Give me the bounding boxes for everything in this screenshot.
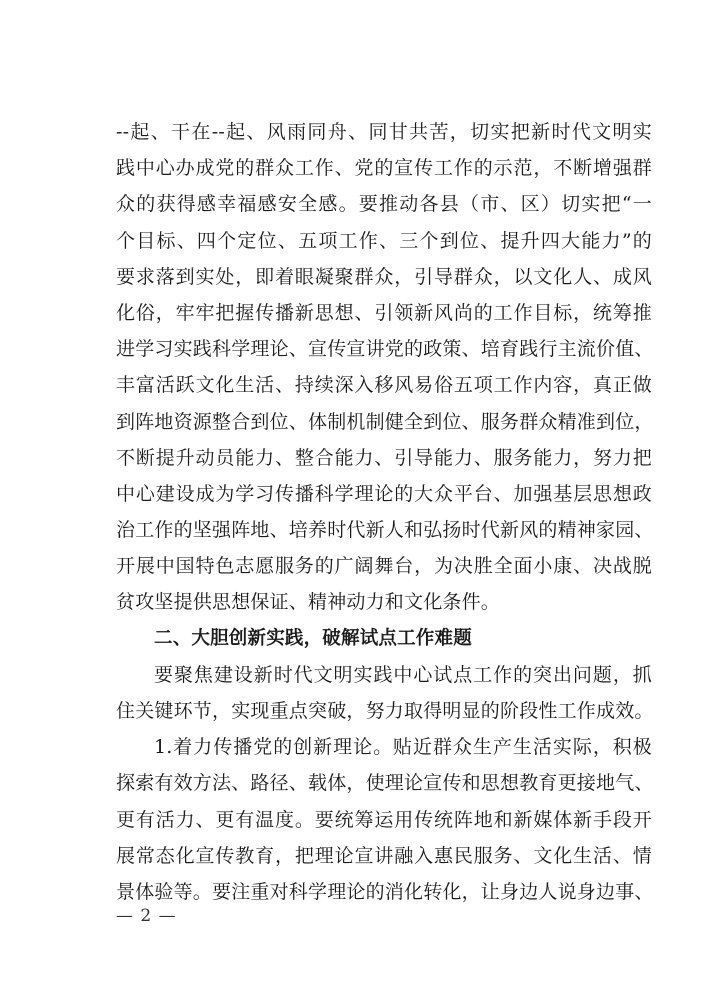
text-line: 探索有效方法、路径、载体，使理论宣传和思想教育更接地气、 <box>116 772 654 795</box>
text-line: 展常态化宣传教育，把理论宣讲融入惠民服务、文化生活、情 <box>116 844 652 867</box>
text-line: 个目标、四个定位、五项工作、三个到位、提升四大能力”的 <box>116 229 652 252</box>
text-line: 住关键环节，实现重点突破，努力取得明显的阶段性工作成效。 <box>116 700 654 722</box>
text-line: --起、干在--起、风雨同舟、同甘共苦，切实把新时代文明实 <box>116 121 652 143</box>
text-line: 化俗，牢牢把握传播新思想、引领新风尚的工作目标，统筹推 <box>116 301 652 324</box>
paragraph-first-line: 1.着力传播党的创新理论。贴近群众生产生活实际，积极 <box>154 736 652 759</box>
text-line: 到阵地资源整合到位、体制机制健全到位、服务群众精准到位， <box>116 410 654 433</box>
text-line: 要求落到实处，即着眼凝聚群众，引导群众，以文化人、成风 <box>116 265 652 288</box>
paragraph-first-line: 要聚焦建设新时代文明实践中心试点工作的突出问题，抓 <box>154 663 652 686</box>
text-line: 更有活力、更有温度。要统筹运用传统阵地和新媒体新手段开 <box>116 808 652 831</box>
text-line: 治工作的坚强阵地、培养时代新人和弘扬时代新风的精神家园、 <box>116 519 654 542</box>
text-line: 中心建设成为学习传播科学理论的大众平台、加强基层思想政 <box>116 482 652 505</box>
text-line: 丰富活跃文化生活、持续深入移风易俗五项工作内容，真正做 <box>116 374 652 397</box>
body-text <box>116 114 652 910</box>
page-number: — 2 — <box>116 906 177 926</box>
text-line: 进学习实践科学理论、宣传宣讲党的政策、培育践行主流价值、 <box>116 338 654 361</box>
section-heading: 二、大胆创新实践，破解试点工作难题 <box>154 627 472 649</box>
text-line: 践中心办成党的群众工作、党的宣传工作的示范，不断增强群 <box>116 157 652 180</box>
text-line: 开展中国特色志愿服务的广阔舞台，为决胜全面小康、决战脱 <box>116 555 652 578</box>
text-line: 不断提升动员能力、整合能力、引导能力、服务能力，努力把 <box>116 446 652 469</box>
text-line: 景体验等。要注重对科学理论的消化转化，让身边人说身边事、 <box>116 880 654 903</box>
text-line: 众的获得感幸福感安全感。要推动各县（市、区）切实把“一 <box>116 193 652 216</box>
text-line-last: 贫攻坚提供思想保证、精神动力和文化条件。 <box>116 591 501 614</box>
